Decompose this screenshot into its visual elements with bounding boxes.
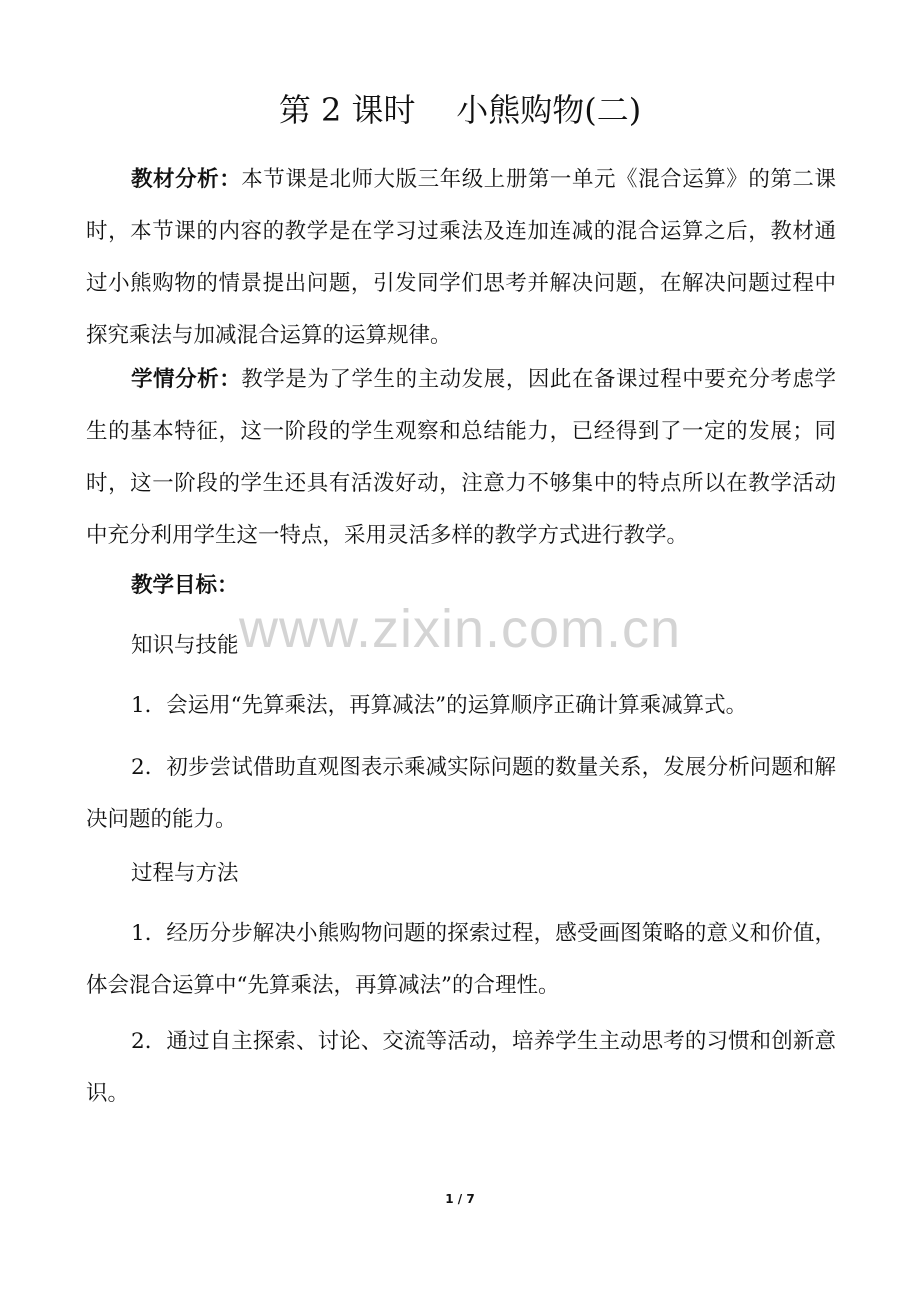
- student-analysis-text: 教学是为了学生的主动发展，因此在备课过程中要充分考虑学生的基本特征，这一阶段的学生观察和总结能力，已经得到了一定的发展；同时，这一阶段的学生还具有活泼好动，注意力不够集中的特点所以在教学活动中充分利用学生这一特点，采用灵活多样的教学方式进行教学。: [86, 367, 836, 548]
- objectives-heading: [86, 560, 836, 612]
- watermark: www.zixin.com.cn: [238, 599, 682, 659]
- knowledge-item-1: 1．会运用“先算乘法，再算减法”的运算顺序正确计算乘减算式。: [131, 693, 748, 718]
- process-item-1: 1．经历分步解决小熊购物问题的探索过程，感受画图策略的意义和价值，体会混合运算中“先算乘法，再算减法”的合理性。: [86, 921, 836, 998]
- page-number: 1 / 7: [445, 1192, 475, 1206]
- material-analysis-text: 本节课是北师大版三年级上册第一单元《混合运算》的第二课时，本节课的内容的教学是在学习过乘法及连加连减的混合运算之后，教材通过小熊购物的情景提出问题，引发同学们思考并解决问题，在解决问题过程中探究乘法与加减混合运算的运算规律。: [86, 167, 836, 348]
- page-title: 第 2 课时 小熊购物(二): [278, 91, 642, 129]
- student-analysis-label: 学情分析：: [131, 367, 242, 392]
- material-analysis-label: 教材分析：: [131, 167, 242, 192]
- student-analysis-paragraph: [86, 354, 836, 562]
- process-method-heading: 过程与方法: [131, 861, 239, 886]
- knowledge-item-2: 2．初步尝试借助直观图表示乘减实际问题的数量关系，发展分析问题和解决问题的能力。: [86, 755, 836, 832]
- knowledge-skills-heading: 知识与技能: [131, 633, 239, 658]
- process-item-2: 2．通过自主探索、讨论、交流等活动，培养学生主动思考的习惯和创新意识。: [86, 1029, 836, 1106]
- objectives-label: 教学目标：: [131, 573, 239, 598]
- material-analysis-paragraph: [86, 154, 836, 362]
